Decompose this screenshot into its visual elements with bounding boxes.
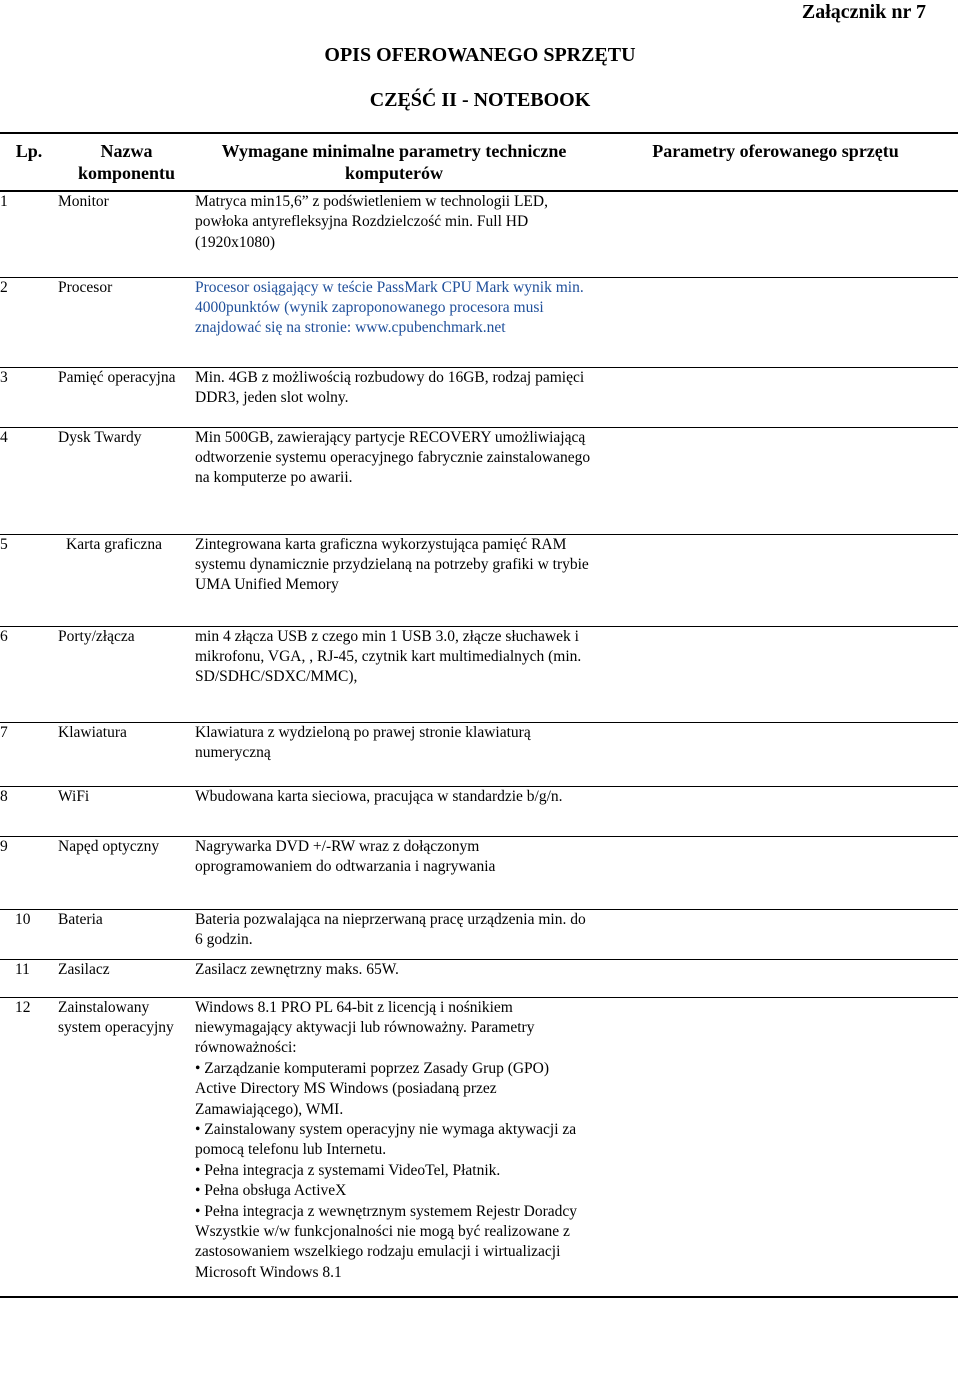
component-requirements: Zintegrowana karta graficzna wykorzystująca pamięć RAM systemu dynamicznie przydzielaną na potrzeby grafiki w trybie UMA Unified Memory [195, 534, 593, 626]
component-name: WiFi [58, 786, 195, 836]
row-number: 3 [0, 367, 58, 427]
column-header-name: Nazwa komponentu [77, 141, 176, 183]
offered-parameters-cell[interactable] [593, 367, 958, 427]
row-number: 5 [0, 534, 58, 626]
component-name: Monitor [58, 193, 109, 210]
offered-parameters-cell[interactable] [593, 997, 958, 1297]
table-header-row [0, 133, 958, 191]
row-number: 6 [0, 626, 58, 722]
component-name: Procesor [58, 277, 195, 367]
component-name: Karta graficzna [58, 534, 195, 626]
table-row [0, 959, 958, 997]
component-requirements: Zasilacz zewnętrzny maks. 65W. [195, 959, 593, 997]
specification-table [0, 132, 958, 1298]
row-number: 11 [0, 959, 58, 997]
row-number: 10 [0, 909, 58, 959]
table-row [0, 786, 958, 836]
row-number: 8 [0, 786, 58, 836]
offered-parameters-cell[interactable] [593, 626, 958, 722]
offered-parameters-cell[interactable] [593, 427, 958, 534]
table-row [0, 427, 958, 534]
component-name: Zasilacz [58, 959, 195, 997]
table-row [0, 626, 958, 722]
row-number: 1 [0, 193, 8, 210]
component-requirements: Bateria pozwalająca na nieprzerwaną pracę urządzenia min. do 6 godzin. [195, 909, 593, 959]
component-requirements: Windows 8.1 PRO PL 64-bit z licencją i nośnikiem niewymagający aktywacji lub równoważny. Parametry równoważności: • Zarządzanie komputerami poprzez Zasady Grup (GPO) Active Directory MS Windows (posiadaną przez Zamawiającego), WMI. • Zainstalowany system operacyjny nie wymaga aktywacji za pomocą telefonu lub Internetu. • Pełna integracja z systemami VideoTel, Płatnik. • Pełna obsługa ActiveX • Pełna integracja z wewnętrznym systemem Rejestr Doradcy Wszystkie w/w funkcjonalności nie mogą być realizowane z zastosowaniem wszelkiego rodzaju emulacji i wirtualizacji Microsoft Windows 8.1 [195, 997, 593, 1297]
component-requirements: Procesor osiągający w teście PassMark CPU Mark wynik min. 4000punktów (wynik zaproponowanego procesora musi znajdować się na stronie: www.cpubenchmark.net [195, 277, 593, 367]
table-row [0, 277, 958, 367]
offered-parameters-cell[interactable] [593, 959, 958, 997]
component-name: Klawiatura [58, 722, 195, 786]
component-requirements: Min. 4GB z możliwością rozbudowy do 16GB, rodzaj pamięci DDR3, jeden slot wolny. [195, 367, 593, 427]
table-row [0, 722, 958, 786]
attachment-label: Załącznik nr 7 [801, 1, 926, 23]
offered-parameters-cell[interactable] [593, 534, 958, 626]
table-row [0, 909, 958, 959]
table-row [0, 836, 958, 909]
table-row [0, 191, 958, 277]
table-row [0, 534, 958, 626]
document-subtitle: CZĘŚĆ II - NOTEBOOK [369, 89, 591, 111]
table-row [0, 367, 958, 427]
table-row [0, 997, 958, 1297]
row-number: 9 [0, 836, 58, 909]
column-header-requirements: Wymagane minimalne parametry techniczne komputerów [221, 141, 567, 183]
document-title: OPIS OFEROWANEGO SPRZĘTU [324, 44, 636, 66]
component-requirements: Nagrywarka DVD +/-RW wraz z dołączonym oprogramowaniem do odtwarzania i nagrywania [195, 836, 593, 909]
component-requirements: Klawiatura z wydzieloną po prawej stronie klawiaturą numeryczną [195, 722, 593, 786]
offered-parameters-cell[interactable] [593, 722, 958, 786]
offered-parameters-cell[interactable] [593, 277, 958, 367]
offered-parameters-cell[interactable] [593, 909, 958, 959]
component-requirements: Wbudowana karta sieciowa, pracująca w standardzie b/g/n. [195, 786, 593, 836]
component-name: Napęd optyczny [58, 836, 195, 909]
component-requirements: min 4 złącza USB z czego min 1 USB 3.0, złącze słuchawek i mikrofonu, VGA, , RJ-45, czytnik kart multimedialnych (min. SD/SDHC/SDXC/MMC), [195, 626, 593, 722]
component-name: Pamięć operacyjna [58, 367, 195, 427]
component-name: Dysk Twardy [58, 427, 195, 534]
column-header-lp: Lp. [15, 141, 43, 161]
component-name: Porty/złącza [58, 626, 195, 722]
component-requirements: Min 500GB, zawierający partycje RECOVERY umożliwiającą odtworzenie systemu operacyjnego fabrycznie zainstalowanego na komputerze po awarii. [195, 427, 593, 534]
component-name: Bateria [58, 909, 195, 959]
row-number: 12 [0, 997, 58, 1297]
row-number: 7 [0, 722, 58, 786]
offered-parameters-cell[interactable] [593, 786, 958, 836]
row-number: 4 [0, 427, 58, 534]
offered-parameters-cell[interactable] [593, 836, 958, 909]
component-name: Zainstalowany system operacyjny [58, 997, 195, 1297]
column-header-offered: Parametry oferowanego sprzętu [652, 141, 899, 161]
component-requirements: Matryca min15,6” z podświetleniem w technologii LED, powłoka antyrefleksyjna Rozdzielczość min. Full HD (1920x1080) [195, 193, 548, 251]
row-number: 2 [0, 277, 58, 367]
offered-parameters-cell[interactable] [593, 191, 958, 277]
